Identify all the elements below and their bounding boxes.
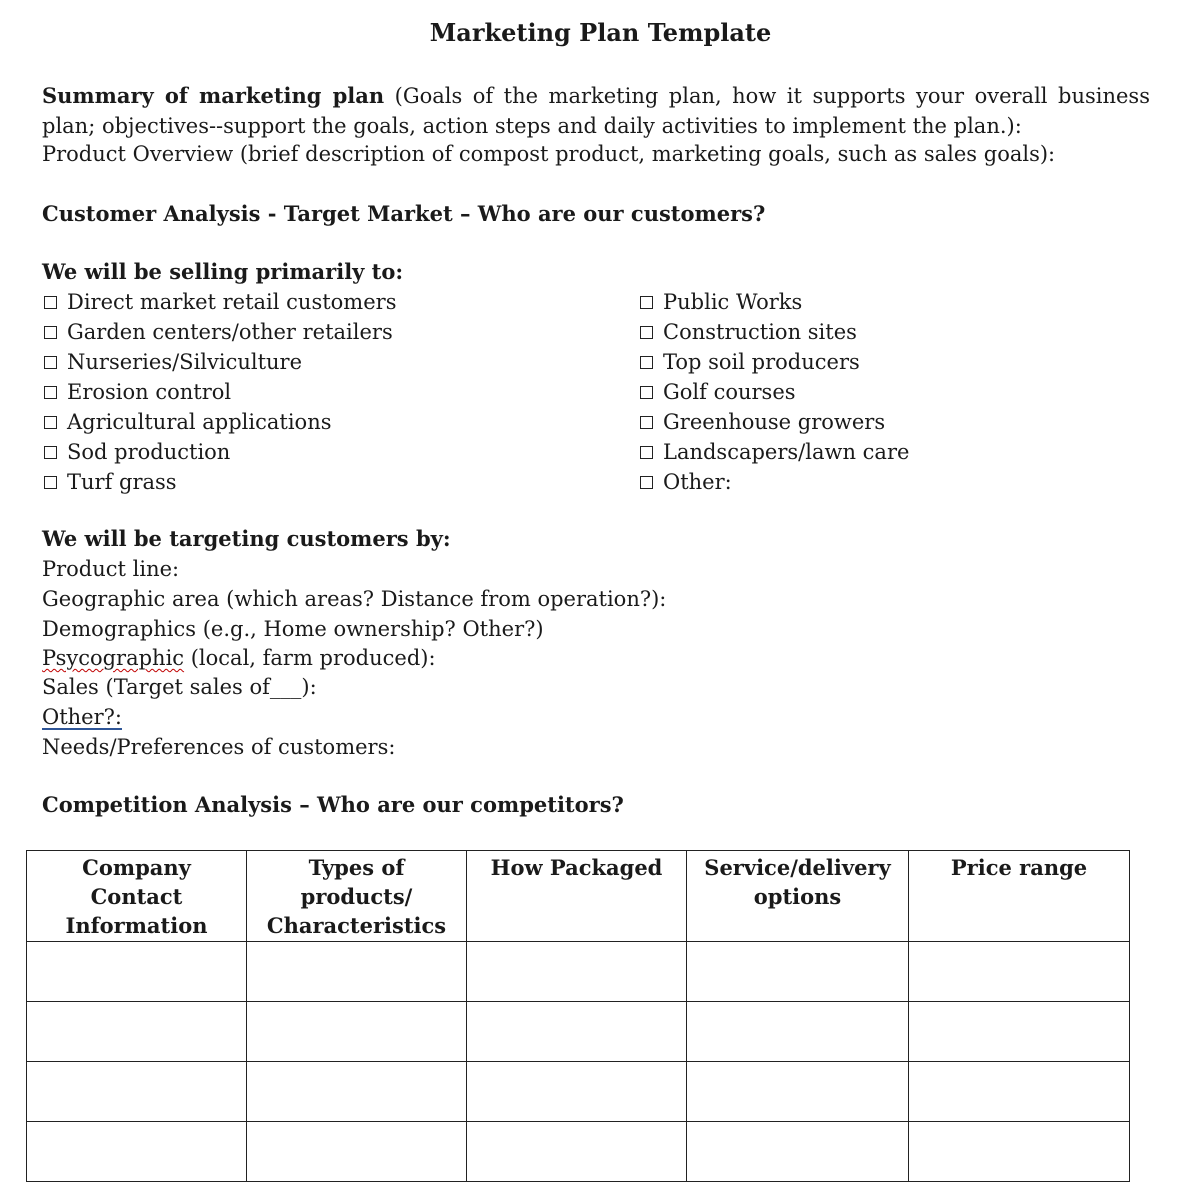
customer-analysis-heading: Customer Analysis - Target Market – Who are our customers? bbox=[42, 201, 766, 226]
table-cell[interactable] bbox=[27, 1122, 247, 1182]
table-cell[interactable] bbox=[687, 1122, 909, 1182]
table-cell[interactable] bbox=[467, 1002, 687, 1062]
geographic-label: Geographic area (which areas? Distance from operation?): bbox=[42, 587, 667, 611]
checkbox-icon[interactable] bbox=[640, 326, 653, 339]
selling-heading: We will be selling primarily to: bbox=[42, 259, 404, 284]
table-cell[interactable] bbox=[247, 1002, 467, 1062]
checkbox-option[interactable]: Agricultural applications bbox=[44, 407, 396, 437]
checkbox-icon[interactable] bbox=[640, 476, 653, 489]
summary-text: (Goals of the marketing plan, how it supports your overall business plan; objectives--support the goals, action steps and daily activities to implement the plan.): bbox=[42, 84, 1150, 138]
checkbox-option[interactable]: Garden centers/other retailers bbox=[44, 317, 396, 347]
checkbox-option[interactable]: Other: bbox=[640, 467, 909, 497]
checkbox-option[interactable]: Nurseries/Silviculture bbox=[44, 347, 396, 377]
table-cell[interactable] bbox=[909, 1122, 1130, 1182]
checkbox-option[interactable]: Top soil producers bbox=[640, 347, 909, 377]
checkbox-option[interactable]: Direct market retail customers bbox=[44, 287, 396, 317]
table-cell[interactable] bbox=[909, 1002, 1130, 1062]
checkbox-icon[interactable] bbox=[640, 416, 653, 429]
table-cell[interactable] bbox=[687, 942, 909, 1002]
checkbox-option[interactable]: Erosion control bbox=[44, 377, 396, 407]
checkbox-icon[interactable] bbox=[44, 326, 57, 339]
table-header-row bbox=[27, 851, 1130, 942]
page-title: Marketing Plan Template bbox=[429, 18, 772, 47]
checkbox-option[interactable]: Public Works bbox=[640, 287, 909, 317]
table-row bbox=[27, 942, 1130, 1002]
table-cell[interactable] bbox=[909, 1062, 1130, 1122]
table-row bbox=[27, 1002, 1130, 1062]
table-cell[interactable] bbox=[467, 942, 687, 1002]
checkbox-option[interactable]: Golf courses bbox=[640, 377, 909, 407]
table-cell[interactable] bbox=[467, 1062, 687, 1122]
table-cell[interactable] bbox=[467, 1122, 687, 1182]
checkbox-icon[interactable] bbox=[44, 416, 57, 429]
summary-paragraph bbox=[42, 81, 1150, 141]
demographics-label: Demographics (e.g., Home ownership? Other?) bbox=[42, 617, 544, 641]
product-line-label: Product line: bbox=[42, 557, 180, 581]
selling-options-left bbox=[44, 287, 396, 497]
table-cell[interactable] bbox=[27, 1002, 247, 1062]
column-header-company: Company Contact Information bbox=[27, 851, 247, 942]
column-header-price: Price range bbox=[909, 851, 1130, 942]
psycographic-label bbox=[42, 643, 436, 673]
table-row bbox=[27, 1062, 1130, 1122]
checkbox-option[interactable]: Sod production bbox=[44, 437, 396, 467]
column-header-types: Types of products/ Characteristics bbox=[247, 851, 467, 942]
table-cell[interactable] bbox=[247, 1122, 467, 1182]
table-cell[interactable] bbox=[687, 1062, 909, 1122]
checkbox-option[interactable]: Turf grass bbox=[44, 467, 396, 497]
sales-label: Sales (Target sales of___): bbox=[42, 675, 317, 699]
table-cell[interactable] bbox=[247, 1062, 467, 1122]
psycographic-rest: (local, farm produced): bbox=[184, 646, 436, 670]
table-cell[interactable] bbox=[909, 942, 1130, 1002]
selling-options-right bbox=[640, 287, 909, 497]
checkbox-icon[interactable] bbox=[44, 356, 57, 369]
checkbox-icon[interactable] bbox=[44, 476, 57, 489]
checkbox-option[interactable]: Landscapers/lawn care bbox=[640, 437, 909, 467]
table-cell[interactable] bbox=[247, 942, 467, 1002]
table-cell[interactable] bbox=[27, 1062, 247, 1122]
checkbox-icon[interactable] bbox=[640, 356, 653, 369]
column-header-service: Service/delivery options bbox=[687, 851, 909, 942]
checkbox-option[interactable]: Greenhouse growers bbox=[640, 407, 909, 437]
checkbox-option[interactable]: Construction sites bbox=[640, 317, 909, 347]
checkbox-icon[interactable] bbox=[44, 446, 57, 459]
checkbox-icon[interactable] bbox=[640, 446, 653, 459]
needs-label: Needs/Preferences of customers: bbox=[42, 735, 396, 759]
psycographic-word: Psycographic bbox=[42, 646, 185, 670]
checkbox-icon[interactable] bbox=[640, 296, 653, 309]
other-label: Other?: bbox=[42, 705, 122, 729]
checkbox-icon[interactable] bbox=[44, 386, 57, 399]
checkbox-icon[interactable] bbox=[640, 386, 653, 399]
table-cell[interactable] bbox=[687, 1002, 909, 1062]
competition-heading: Competition Analysis – Who are our competitors? bbox=[42, 792, 624, 817]
summary-heading: Summary of marketing plan bbox=[42, 83, 385, 108]
table-cell[interactable] bbox=[27, 942, 247, 1002]
checkbox-icon[interactable] bbox=[44, 296, 57, 309]
product-overview: Product Overview (brief description of compost product, marketing goals, such as sales goals): bbox=[42, 142, 1056, 166]
table-row bbox=[27, 1122, 1130, 1182]
competition-table bbox=[26, 850, 1130, 1182]
targeting-heading: We will be targeting customers by: bbox=[42, 526, 451, 551]
column-header-packaged: How Packaged bbox=[467, 851, 687, 942]
